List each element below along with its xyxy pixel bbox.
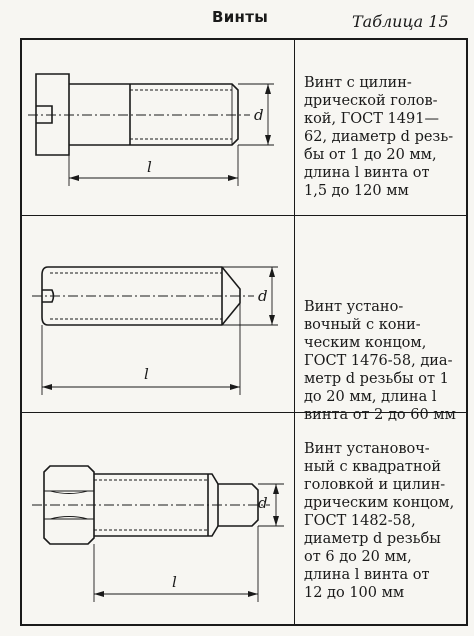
text-line: дрическим концом, [304,495,455,511]
text-line: головкой и цилин- [304,477,446,493]
length-label: l [144,365,149,383]
text-line: винта от 2 до 60 мм [304,407,456,423]
text-line: Винт устано- [304,299,404,315]
text-line: Винт с цилин- [304,75,412,91]
text-line: от 6 до 20 мм, [304,549,412,565]
text-line: ный с квадратной [304,459,442,475]
cylinder-head-screw-svg [22,40,294,215]
text-line: длина l винта от [304,567,430,583]
length-label: l [172,573,177,591]
conical-set-screw-svg [22,215,294,412]
screws-table [20,38,468,626]
text-line: до 20 мм, длина l [304,389,437,405]
text-line: диаметр d резьбы [304,531,441,547]
table-number-label: Таблица 15 [352,12,449,31]
drawing-conical-set-screw [22,215,294,412]
length-label: l [147,158,152,176]
text-line: ГОСТ 1476-58, диа- [304,353,453,369]
text-line: длина l винта от [304,165,430,181]
description-cylinder-head-screw [304,74,460,200]
diameter-label: d [258,287,268,305]
description-conical-set-screw [304,298,460,424]
text-line: ГОСТ 1482-58, [304,513,416,529]
text-line: дрической голов- [304,93,438,109]
diameter-label: d [254,106,264,124]
drawing-cylinder-head-screw [22,40,294,215]
text-line: 12 до 100 мм [304,585,405,601]
drawing-square-head-set-screw [22,412,294,626]
text-line: бы от 1 до 20 мм, [304,147,437,163]
column-divider [294,40,295,624]
text-line: 62, диаметр d резь- [304,129,454,145]
text-line: 1,5 до 120 мм [304,183,409,199]
text-line: кой, ГОСТ 1491— [304,111,439,127]
text-line: Винт установоч- [304,441,430,457]
square-head-set-screw-svg [22,412,294,626]
text-line: ческим концом, [304,335,427,351]
table-header-title: Винты [212,8,269,26]
diameter-label: d [258,494,268,512]
text-line: вочный с кони- [304,317,421,333]
text-line: метр d резьбы от 1 [304,371,449,387]
description-square-head-set-screw [304,440,460,602]
